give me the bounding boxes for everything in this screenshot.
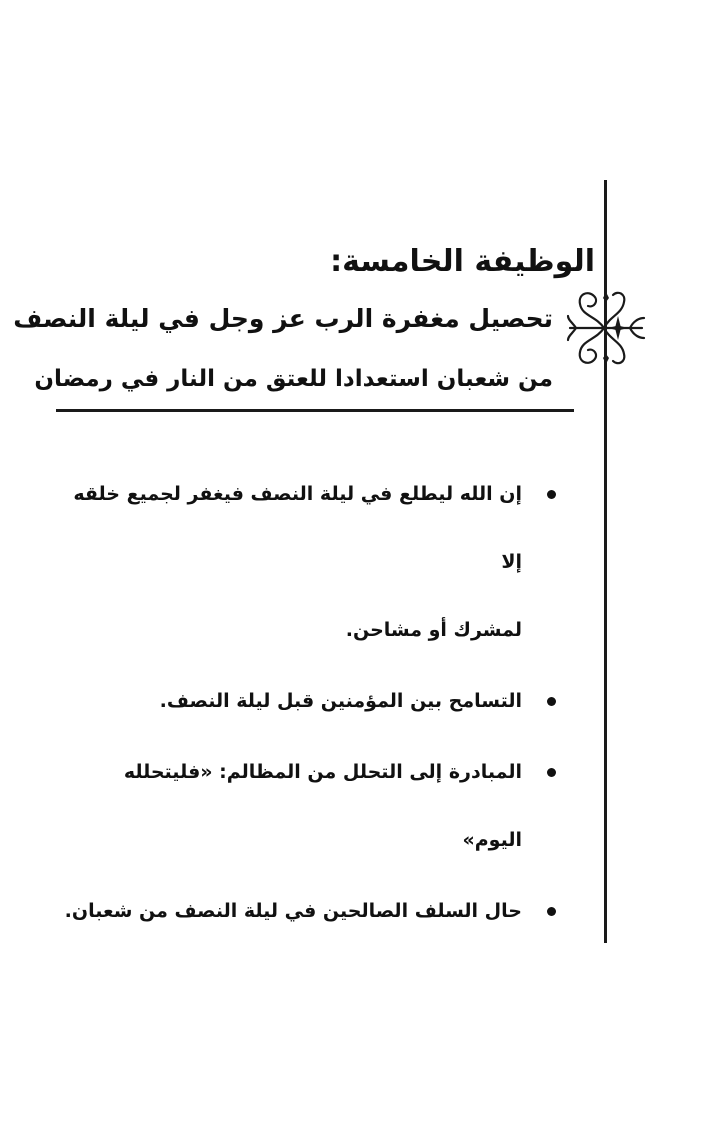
list-item-text: التسامح بين المؤمنين قبل ليلة النصف.: [159, 690, 522, 712]
subtitle-line-1: تحصيل مغفرة الرب عز وجل في ليلة النصف: [13, 304, 553, 333]
bullet-list: [58, 460, 558, 948]
subtitle-line-2: من شعبان استعدادا للعتق من النار في رمضان: [34, 366, 553, 392]
bullet-dot-icon: [547, 907, 556, 916]
list-item: [58, 667, 558, 735]
list-item-text: إن الله ليطلع في ليلة النصف فيغفر لجميع خلقه إلا: [73, 483, 522, 573]
heading-underline: [56, 409, 574, 412]
list-item: [58, 460, 558, 664]
list-item: [58, 738, 558, 874]
list-item-text-continued: لمشرك أو مشاحن.: [345, 619, 522, 641]
section-heading: الوظيفة الخامسة:: [330, 244, 595, 279]
bullet-dot-icon: [547, 490, 556, 499]
list-item-text: المبادرة إلى التحلل من المظالم: «فليتحلله اليوم»: [123, 761, 522, 851]
bullet-dot-icon: [547, 768, 556, 777]
floral-ornament-icon: [566, 286, 646, 370]
bullet-dot-icon: [547, 697, 556, 706]
list-item: [58, 877, 558, 945]
list-item-text: حال السلف الصالحين في ليلة النصف من شعبان.: [64, 900, 522, 922]
